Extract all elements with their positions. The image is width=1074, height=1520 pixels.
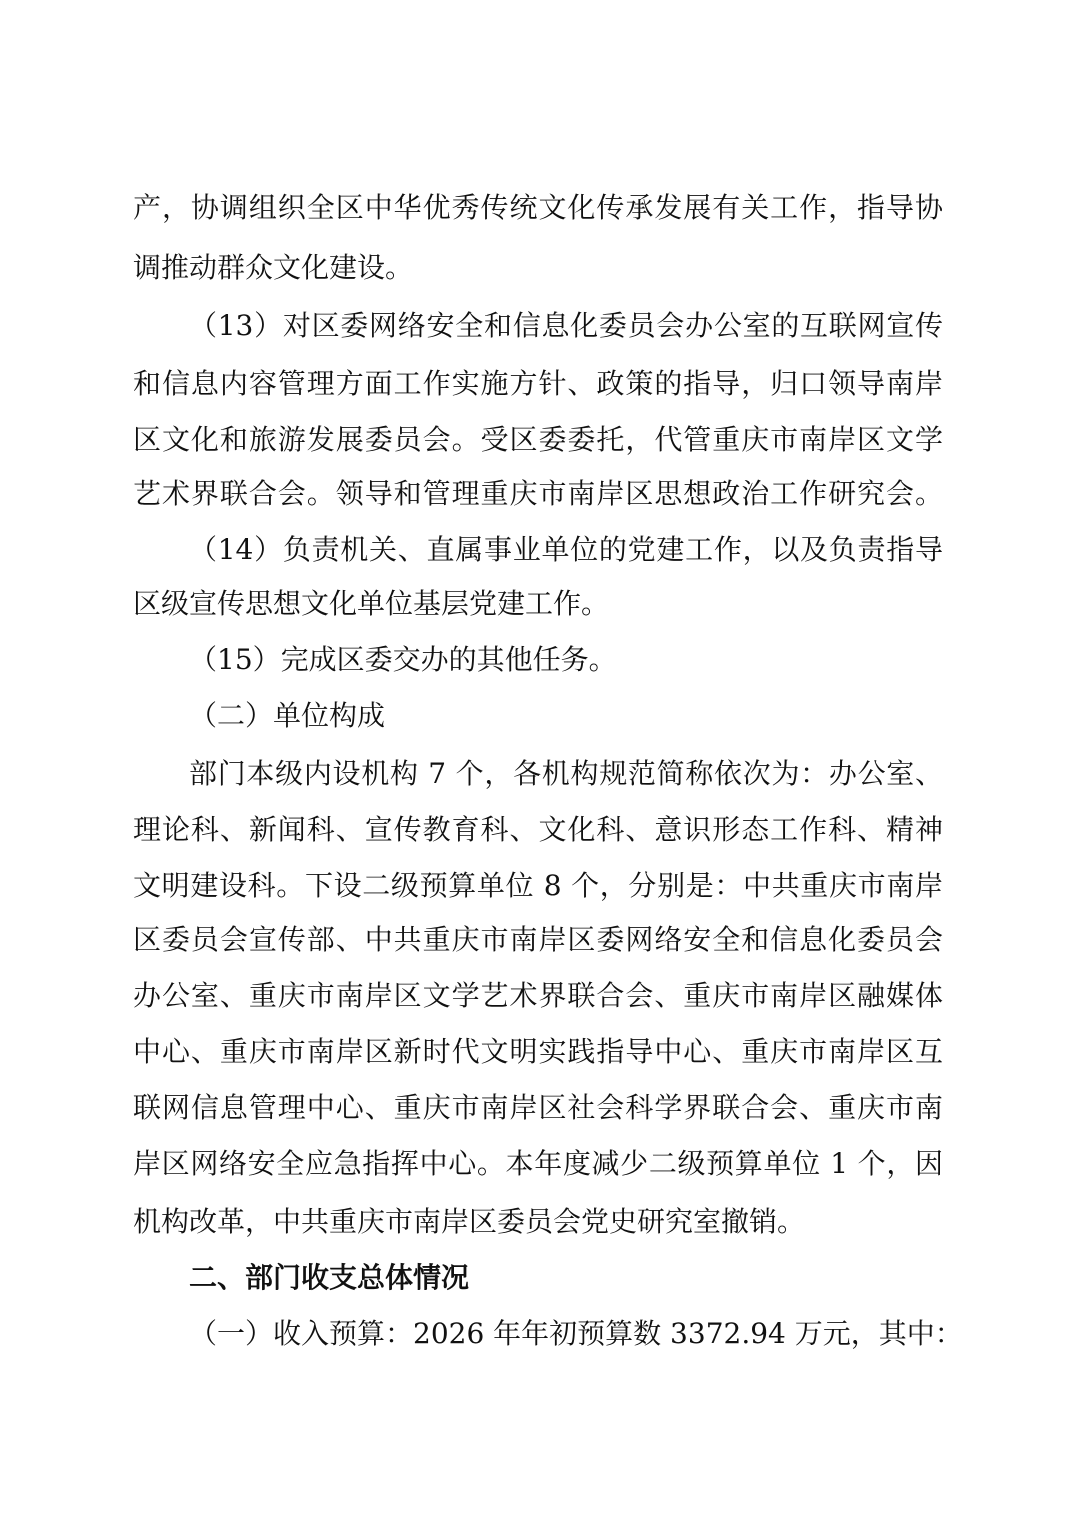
paragraph-line: 艺术界联合会。领导和管理重庆市南岸区思想政治工作研究会。 (133, 477, 943, 510)
paragraph-line: 机构改革，中共重庆市南岸区委员会党史研究室撤销。 (133, 1205, 806, 1238)
paragraph-line: 区级宣传思想文化单位基层党建工作。 (133, 587, 610, 620)
paragraph-line: 调推动群众文化建设。 (133, 251, 414, 284)
paragraph-line: 理论科、新闻科、宣传教育科、文化科、意识形态工作科、精神 (133, 813, 943, 846)
paragraph-line: 文明建设科。下设二级预算单位 8 个，分别是：中共重庆市南岸 (133, 869, 943, 902)
paragraph-line: 联网信息管理中心、重庆市南岸区社会科学界联合会、重庆市南 (133, 1091, 943, 1124)
section-heading: 二、部门收支总体情况 (189, 1261, 470, 1294)
paragraph-line: （15）完成区委交办的其他任务。 (189, 643, 617, 676)
paragraph-line: 岸区网络安全应急指挥中心。本年度减少二级预算单位 1 个，因 (133, 1147, 943, 1180)
paragraph-line: （13）对区委网络安全和信息化委员会办公室的互联网宣传 (189, 309, 943, 342)
paragraph-line: （一）收入预算：2026 年年初预算数 3372.94 万元，其中： (189, 1317, 963, 1350)
paragraph-line: 办公室、重庆市南岸区文学艺术界联合会、重庆市南岸区融媒体 (133, 979, 943, 1012)
paragraph-line: 产，协调组织全区中华优秀传统文化传承发展有关工作，指导协 (133, 191, 943, 224)
paragraph-line: 区文化和旅游发展委员会。受区委委托，代管重庆市南岸区文学 (133, 423, 943, 456)
paragraph-line: （14）负责机关、直属事业单位的党建工作，以及负责指导 (189, 533, 943, 566)
section-subheading: （二）单位构成 (189, 699, 386, 732)
paragraph-line: 和信息内容管理方面工作实施方针、政策的指导，归口领导南岸 (133, 367, 943, 400)
paragraph-line: 区委员会宣传部、中共重庆市南岸区委网络安全和信息化委员会 (133, 923, 943, 956)
paragraph-line: 中心、重庆市南岸区新时代文明实践指导中心、重庆市南岸区互 (133, 1035, 943, 1068)
paragraph-line: 部门本级内设机构 7 个，各机构规范简称依次为：办公室、 (189, 757, 943, 790)
